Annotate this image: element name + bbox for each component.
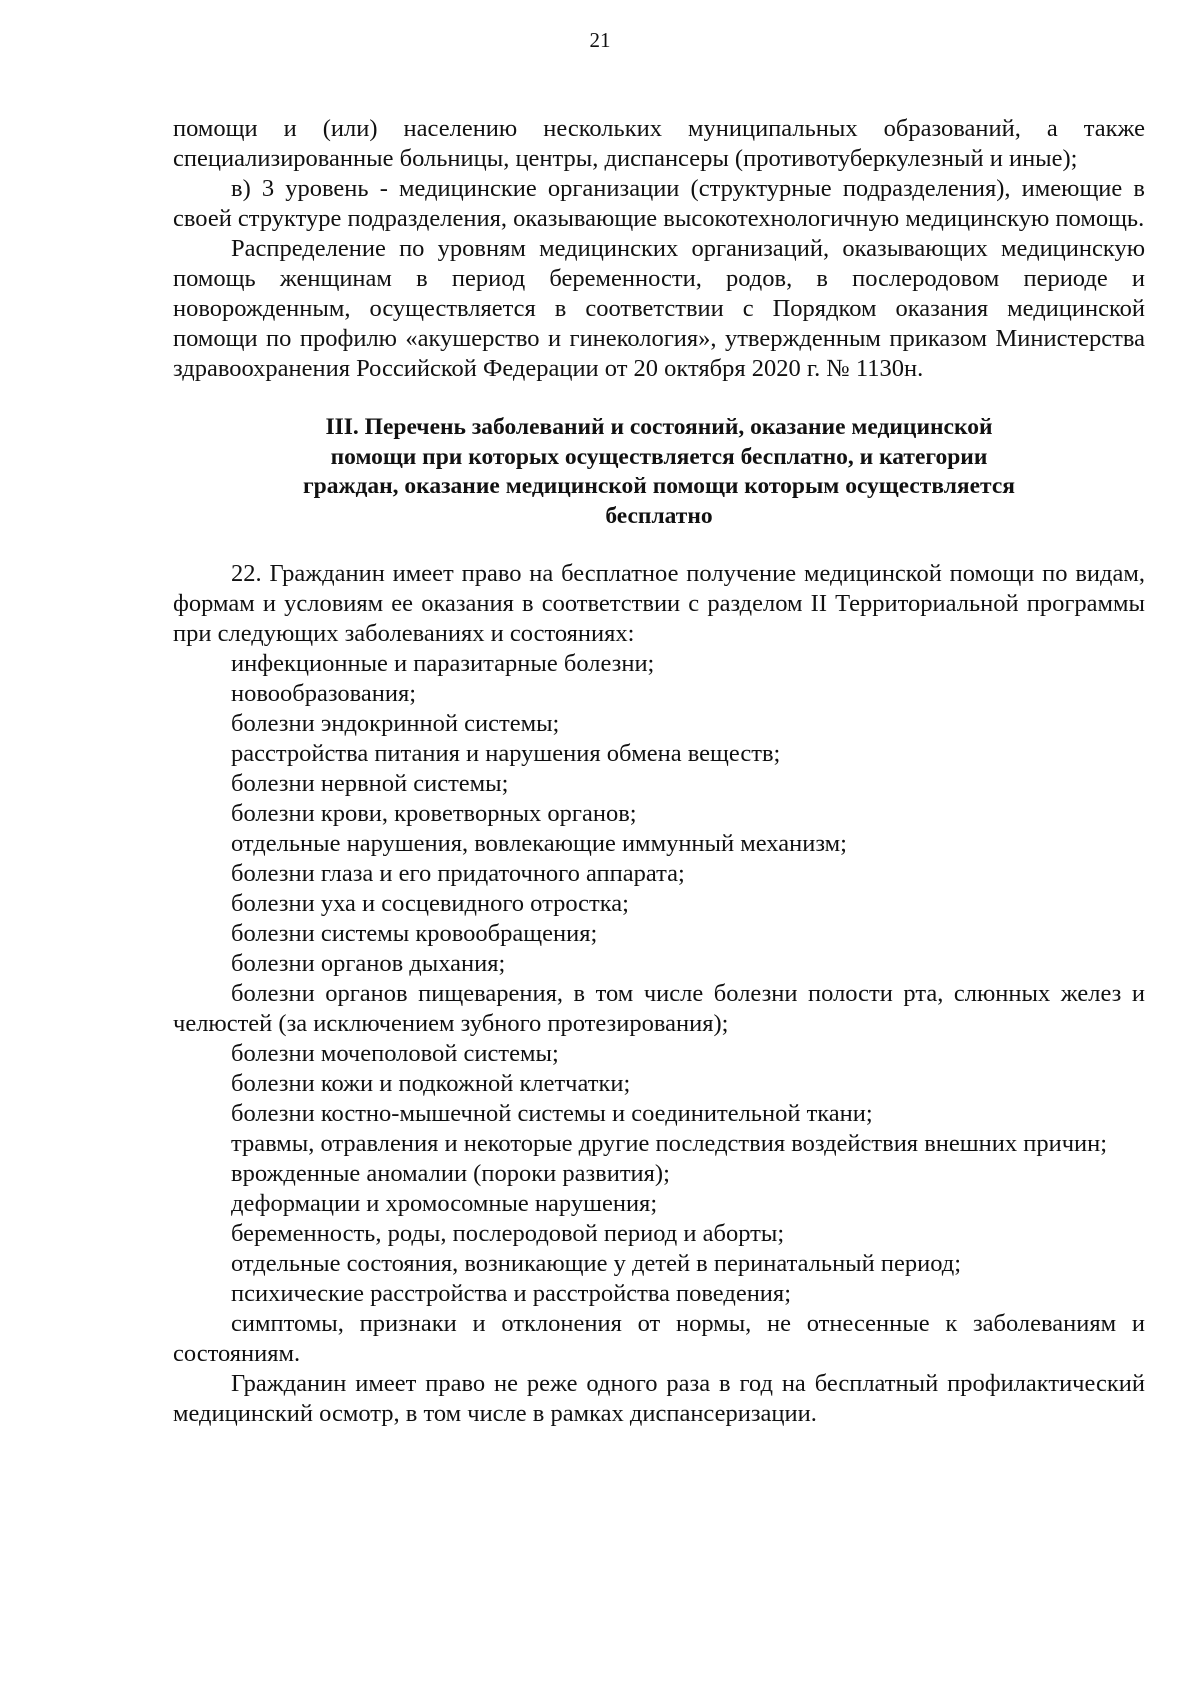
list-item: инфекционные и паразитарные болезни;: [231, 650, 655, 677]
page-number: 21: [589, 28, 611, 52]
list-item: болезни нервной системы;: [231, 770, 509, 797]
list-item: болезни органов пищеварения, в том числе болезни полости рта, слюнных желез и челюстей (за исключением зубного протезирования);: [173, 980, 1145, 1037]
intro-continuation-paragraph: помощи и (или) населению нескольких муниципальных образований, а также специализированные больницы, центры, диспансеры (противотуберкулезный и иные);: [173, 115, 1145, 172]
list-item: болезни эндокринной системы;: [231, 710, 560, 737]
list-item: отдельные состояния, возникающие у детей в перинатальный период;: [231, 1250, 962, 1277]
list-item: симптомы, признаки и отклонения от нормы, не отнесенные к заболеваниям и состояниям.: [173, 1310, 1145, 1367]
list-item: болезни кожи и подкожной клетчатки;: [231, 1070, 631, 1097]
section-heading-line: III. Перечень заболеваний и состояний, оказание медицинской: [325, 414, 993, 440]
level-three-paragraph: в) 3 уровень - медицинские организации (структурные подразделения), имеющие в своей структуре подразделения, оказывающие высокотехнологичную медицинскую помощь.: [173, 175, 1145, 232]
clause-22-paragraph: 22. Гражданин имеет право на бесплатное получение медицинской помощи по видам, формам и условиям ее оказания в соответствии с разделом II Территориальной программы при следующих заболеваниях и состояниях:: [173, 560, 1145, 647]
list-item: врожденные аномалии (пороки развития);: [231, 1160, 670, 1187]
list-item: беременность, роды, послеродовой период и аборты;: [231, 1220, 785, 1247]
section-heading-line: помощи при которых осуществляется бесплатно, и категории: [330, 443, 988, 470]
list-item: болезни системы кровообращения;: [231, 920, 598, 947]
section-heading-line: граждан, оказание медицинской помощи которым осуществляется: [302, 473, 1016, 499]
list-item: болезни мочеполовой системы;: [231, 1040, 559, 1067]
list-item: болезни уха и сосцевидного отростка;: [231, 890, 629, 917]
list-item: новообразования;: [231, 680, 417, 707]
list-item: деформации и хромосомные нарушения;: [231, 1190, 658, 1217]
list-item: расстройства питания и нарушения обмена веществ;: [231, 740, 781, 767]
section-heading-line: бесплатно: [605, 502, 713, 529]
list-item: психические расстройства и расстройства поведения;: [231, 1280, 791, 1307]
list-item: болезни органов дыхания;: [231, 950, 506, 977]
page-body: [173, 114, 1145, 1429]
distribution-paragraph: Распределение по уровням медицинских организаций, оказывающих медицинскую помощь женщинам в период беременности, родов, в послеродовом периоде и новорожденным, осуществляется в соответствии с Порядком оказания медицинской помощи по профилю «акушерство и гинекология», утвержденным приказом Министерства здравоохранения Российской Федерации от 20 октября 2020 г. № 1130н.: [173, 235, 1145, 382]
list-item: отдельные нарушения, вовлекающие иммунный механизм;: [231, 830, 847, 857]
checkup-paragraph: Гражданин имеет право не реже одного раза в год на бесплатный профилактический медицинский осмотр, в том числе в рамках диспансеризации.: [173, 1370, 1145, 1427]
list-item: болезни глаза и его придаточного аппарата;: [231, 860, 685, 887]
list-item: травмы, отравления и некоторые другие последствия воздействия внешних причин;: [231, 1130, 1108, 1157]
section-heading: [173, 413, 1145, 531]
list-item: болезни костно-мышечной системы и соединительной ткани;: [231, 1100, 873, 1127]
list-item: болезни крови, кроветворных органов;: [231, 800, 637, 827]
conditions-list: [173, 649, 1145, 1369]
